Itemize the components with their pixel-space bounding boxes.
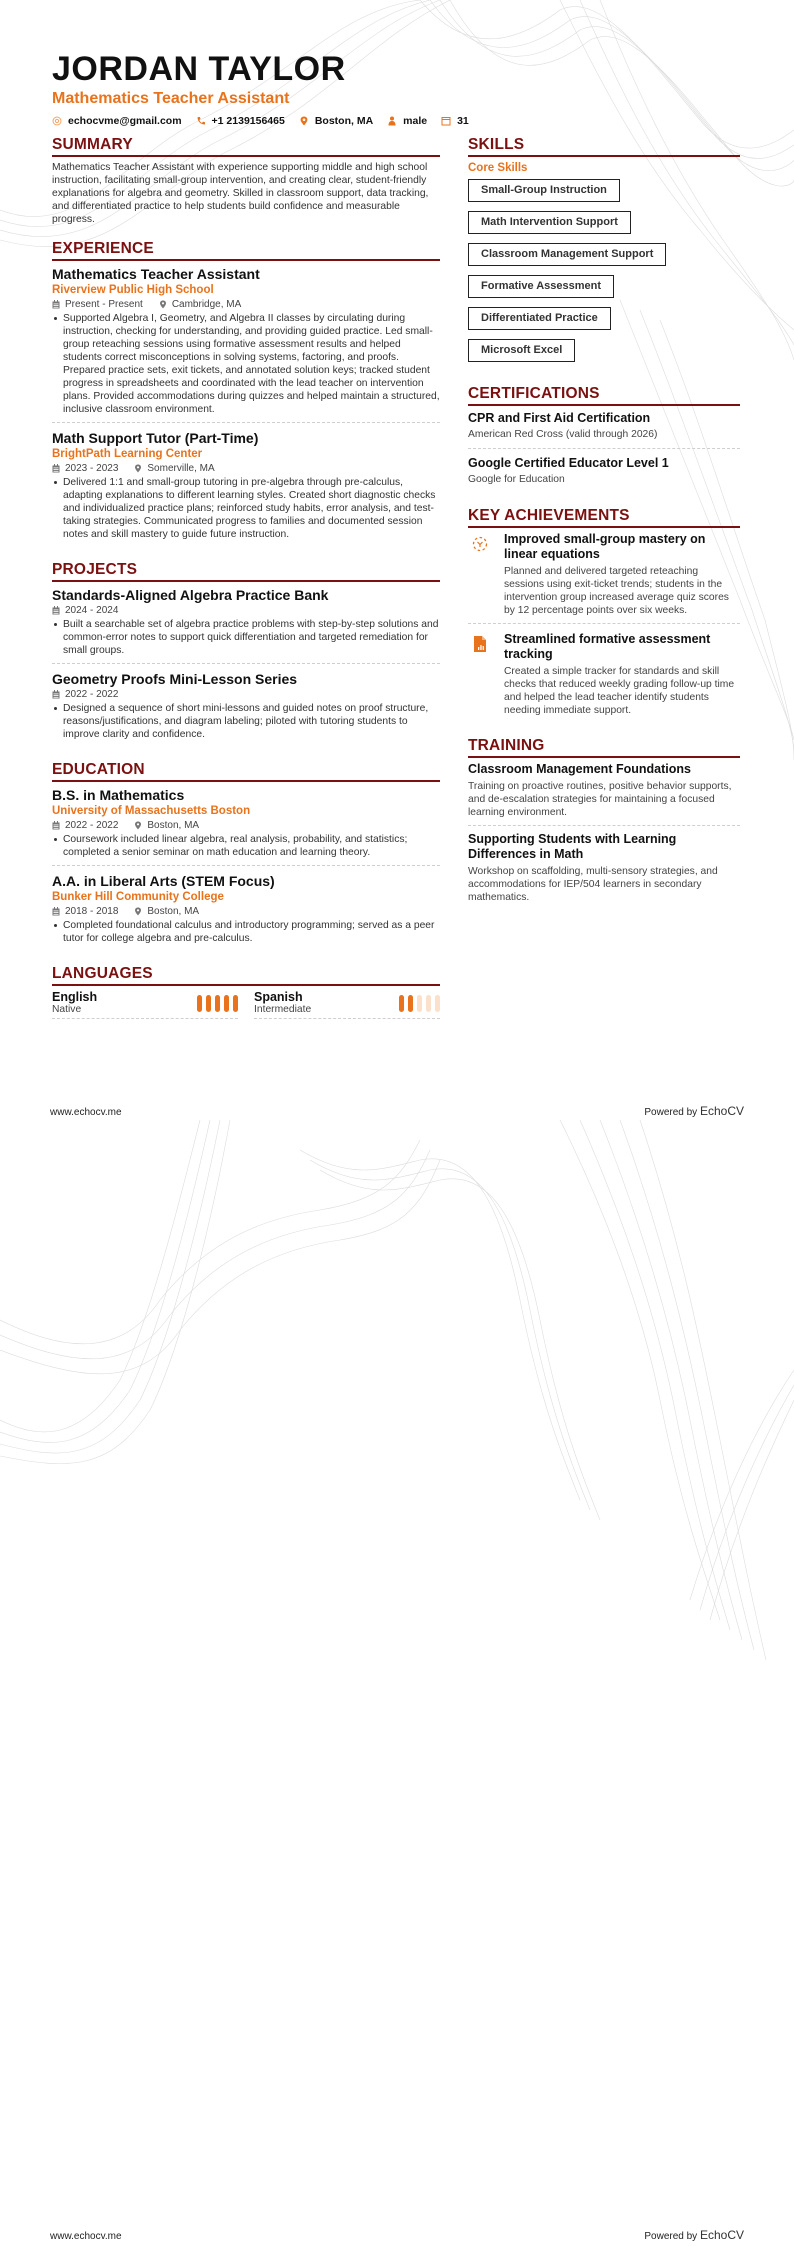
- skills-heading: SKILLS: [468, 136, 740, 157]
- project-dates: 2024 - 2024: [65, 605, 119, 616]
- training-title: Supporting Students with Learning Differences in Math: [468, 832, 677, 861]
- achievement-description: Created a simple tracker for standards and skill checks that reduced weekly grading follow-up time and helped the lead teacher identify students needing immediate support.: [504, 666, 735, 716]
- experience-entry: [52, 265, 440, 423]
- language-rating-bars: [395, 995, 440, 1012]
- certifications-heading: CERTIFICATIONS: [468, 385, 740, 406]
- projects-heading: PROJECTS: [52, 561, 440, 582]
- calendar-icon: [52, 821, 60, 830]
- achievement-entry: [468, 632, 740, 723]
- training-title: Classroom Management Foundations: [468, 762, 691, 776]
- training-entry: [468, 762, 740, 826]
- gender-text: male: [403, 115, 428, 127]
- job-bullet: Delivered 1:1 and small-group tutoring in pre-algebra through pre-calculus, adapting explanations to different learning styles. Created short diagnostic checks and individualized practice plans; reinforced study habits, error analysis, and test-taking strategies. Communicated progress to families and documented session notes and skill mastery to guide future instruction.: [52, 476, 440, 541]
- certification-entry: [468, 455, 740, 493]
- job-meta: [52, 298, 440, 311]
- contact-age: [441, 115, 469, 127]
- location-pin-icon: [134, 464, 142, 473]
- calendar-icon: [52, 690, 60, 699]
- certification-title: CPR and First Aid Certification: [468, 411, 651, 425]
- project-entry: [52, 670, 440, 747]
- rating-bar-empty: [435, 995, 440, 1012]
- language-name: Spanish: [254, 990, 303, 1004]
- project-entry: [52, 586, 440, 664]
- skill-chip: Classroom Management Support: [468, 243, 666, 266]
- email-text: echocvme@gmail.com: [68, 115, 182, 127]
- project-bullets: [52, 702, 440, 741]
- training-description: Workshop on scaffolding, multi-sensory strategies, and accommodations for IEP/504 learners in secondary mathematics.: [468, 866, 718, 903]
- languages-list: [52, 990, 440, 1019]
- education-bullets: [52, 919, 440, 945]
- person-icon: [387, 116, 397, 126]
- employer-name: Riverview Public High School: [52, 284, 214, 296]
- language-item: [52, 990, 238, 1019]
- candidate-name: JORDAN TAYLOR: [52, 50, 346, 88]
- education-section: [52, 761, 440, 951]
- achievement-entry: [468, 532, 740, 624]
- rating-bar-filled: [233, 995, 238, 1012]
- experience-section: [52, 240, 440, 547]
- footer-brand[interactable]: EchoCV: [699, 1104, 744, 1118]
- education-heading: EDUCATION: [52, 761, 440, 782]
- job-dates: Present - Present: [65, 299, 143, 310]
- job-title: Math Support Tutor (Part-Time): [52, 430, 259, 446]
- certification-issuer: Google for Education: [468, 474, 565, 485]
- location-pin-icon: [159, 300, 167, 309]
- projects-section: [52, 561, 440, 747]
- school-name: Bunker Hill Community College: [52, 891, 224, 903]
- languages-heading: LANGUAGES: [52, 965, 440, 986]
- training-heading: TRAINING: [468, 737, 740, 758]
- job-meta: [52, 462, 440, 475]
- achievement-description: Planned and delivered targeted reteaching sessions using exit-ticket trends; students in the intervention group increased average quiz scores by 12 percentage points over six weeks.: [504, 566, 729, 616]
- job-location: Somerville, MA: [147, 463, 215, 474]
- footer-powered-by: Powered by EchoCV: [644, 1104, 744, 1118]
- education-bullet: Coursework included linear algebra, real analysis, probability, and statistics; completed a senior seminar on math education and learning theory.: [52, 833, 440, 859]
- job-dates: 2023 - 2023: [65, 463, 119, 474]
- location-text: Boston, MA: [314, 115, 374, 127]
- calendar-icon: [52, 907, 60, 916]
- certification-issuer: American Red Cross (valid through 2026): [468, 429, 658, 440]
- language-item: [254, 990, 440, 1019]
- at-icon: [52, 116, 62, 126]
- skill-chip: Differentiated Practice: [468, 307, 611, 330]
- summary-text: Mathematics Teacher Assistant with experience supporting middle and high school instruction, facilitating small-group intervention, and creating clear, student-friendly explanations for algebra and geometry. Skilled in classroom support, data tracking, and differentiated practice to help students build confidence and measurable progress.: [52, 162, 429, 225]
- calendar-icon: [52, 606, 60, 615]
- school-name: University of Massachusetts Boston: [52, 805, 251, 817]
- project-bullet: Designed a sequence of short mini-lessons and guided notes on proof structure, reasons/justifications, and diagram labeling; piloted with tutoring students to improve clarity and confidence.: [52, 702, 440, 741]
- project-meta: [52, 604, 440, 617]
- education-meta: [52, 905, 440, 918]
- right-column: [468, 136, 740, 924]
- project-meta: [52, 688, 440, 701]
- location-pin-icon: [134, 907, 142, 916]
- language-level: Native: [52, 1004, 82, 1015]
- project-title: Standards-Aligned Algebra Practice Bank: [52, 587, 329, 603]
- contact-phone[interactable]: [196, 115, 285, 127]
- skill-chip: Small-Group Instruction: [468, 179, 620, 202]
- rating-bar-filled: [399, 995, 404, 1012]
- target-icon: [472, 535, 488, 553]
- candidate-title: Mathematics Teacher Assistant: [52, 90, 290, 107]
- achievements-heading: KEY ACHIEVEMENTS: [468, 507, 740, 528]
- experience-entry: [52, 429, 440, 547]
- calendar-icon: [52, 464, 60, 473]
- education-meta: [52, 819, 440, 832]
- contact-location: [299, 115, 373, 127]
- training-description: Training on proactive routines, positive behavior supports, and de-escalation strategies for maintaining a focused learning environment.: [468, 781, 732, 818]
- contact-email[interactable]: [52, 115, 182, 127]
- language-level: Intermediate: [254, 1004, 312, 1015]
- job-bullets: [52, 312, 440, 416]
- footer-powered-by: Powered by EchoCV: [644, 2228, 744, 2242]
- chart-file-icon: [472, 635, 488, 653]
- skills-section: [468, 136, 740, 371]
- contact-gender: [387, 115, 427, 127]
- education-dates: 2022 - 2022: [65, 820, 119, 831]
- experience-heading: EXPERIENCE: [52, 240, 440, 261]
- left-column: [52, 136, 440, 1033]
- footer-website-link[interactable]: www.echocv.me: [50, 2231, 122, 2242]
- certification-title: Google Certified Educator Level 1: [468, 456, 669, 470]
- skill-chip: Math Intervention Support: [468, 211, 631, 234]
- job-bullets: [52, 476, 440, 541]
- page-footer: [50, 1104, 744, 1118]
- calendar-icon: [52, 300, 60, 309]
- footer-website-link[interactable]: www.echocv.me: [50, 1107, 122, 1118]
- skill-chip: Formative Assessment: [468, 275, 614, 298]
- degree-title: A.A. in Liberal Arts (STEM Focus): [52, 873, 275, 889]
- education-dates: 2018 - 2018: [65, 906, 119, 917]
- education-entry: [52, 872, 440, 951]
- achievement-title: Improved small-group mastery on linear equations: [504, 532, 706, 561]
- resume-header: [52, 52, 752, 127]
- skills-list: [468, 179, 740, 371]
- education-bullet: Completed foundational calculus and introductory programming; served as a peer tutor for college algebra and pre-calculus.: [52, 919, 440, 945]
- degree-title: B.S. in Mathematics: [52, 787, 185, 803]
- summary-heading: SUMMARY: [52, 136, 440, 157]
- job-location: Cambridge, MA: [171, 299, 242, 310]
- job-bullet: Supported Algebra I, Geometry, and Algebra II classes by circulating during instruction, checking for understanding, and providing guided practice. Led small-group reteaching sessions using formative assessment results and helped students correct misconceptions in solving systems, factoring, and proofs. Prepared practice sets, exit tickets, and annotated solution keys; tracked student progress in spreadsheets and coordinated with the lead teacher on intervention plans. Provided accommodations during quizzes and helped maintain a structured, inclusive classroom environment.: [52, 312, 440, 416]
- project-title: Geometry Proofs Mini-Lesson Series: [52, 671, 298, 687]
- footer-brand[interactable]: EchoCV: [699, 2228, 744, 2242]
- training-entry: [468, 832, 740, 910]
- language-name: English: [52, 990, 98, 1004]
- project-bullet: Built a searchable set of algebra practice problems with step-by-step solutions and common-error notes to support quick differentiation and targeted remediation for small groups.: [52, 618, 440, 657]
- rating-bar-filled: [197, 995, 202, 1012]
- rating-bar-empty: [426, 995, 431, 1012]
- certifications-section: [468, 385, 740, 493]
- contact-bar: [52, 115, 752, 127]
- rating-bar-filled: [408, 995, 413, 1012]
- rating-bar-filled: [215, 995, 220, 1012]
- employer-name: BrightPath Learning Center: [52, 448, 203, 460]
- summary-section: [52, 136, 440, 226]
- achievement-title: Streamlined formative assessment tracking: [504, 632, 711, 661]
- phone-icon: [196, 116, 206, 126]
- page-footer: [50, 2228, 744, 2242]
- phone-text: +1 2139156465: [211, 115, 285, 127]
- education-location: Boston, MA: [147, 820, 200, 831]
- language-rating-bars: [193, 995, 238, 1012]
- education-entry: [52, 786, 440, 866]
- project-bullets: [52, 618, 440, 657]
- location-pin-icon: [134, 821, 142, 830]
- education-location: Boston, MA: [147, 906, 200, 917]
- education-bullets: [52, 833, 440, 859]
- rating-bar-filled: [206, 995, 211, 1012]
- achievements-section: [468, 507, 740, 723]
- training-section: [468, 737, 740, 910]
- job-title: Mathematics Teacher Assistant: [52, 266, 260, 282]
- rating-bar-empty: [417, 995, 422, 1012]
- rating-bar-filled: [224, 995, 229, 1012]
- location-pin-icon: [299, 116, 309, 126]
- certification-entry: [468, 410, 740, 449]
- skill-chip: Microsoft Excel: [468, 339, 575, 362]
- project-dates: 2022 - 2022: [65, 689, 119, 700]
- calendar-icon: [441, 116, 451, 126]
- skill-group-label: Core Skills: [468, 162, 528, 174]
- languages-section: [52, 965, 440, 1019]
- age-text: 31: [457, 115, 469, 127]
